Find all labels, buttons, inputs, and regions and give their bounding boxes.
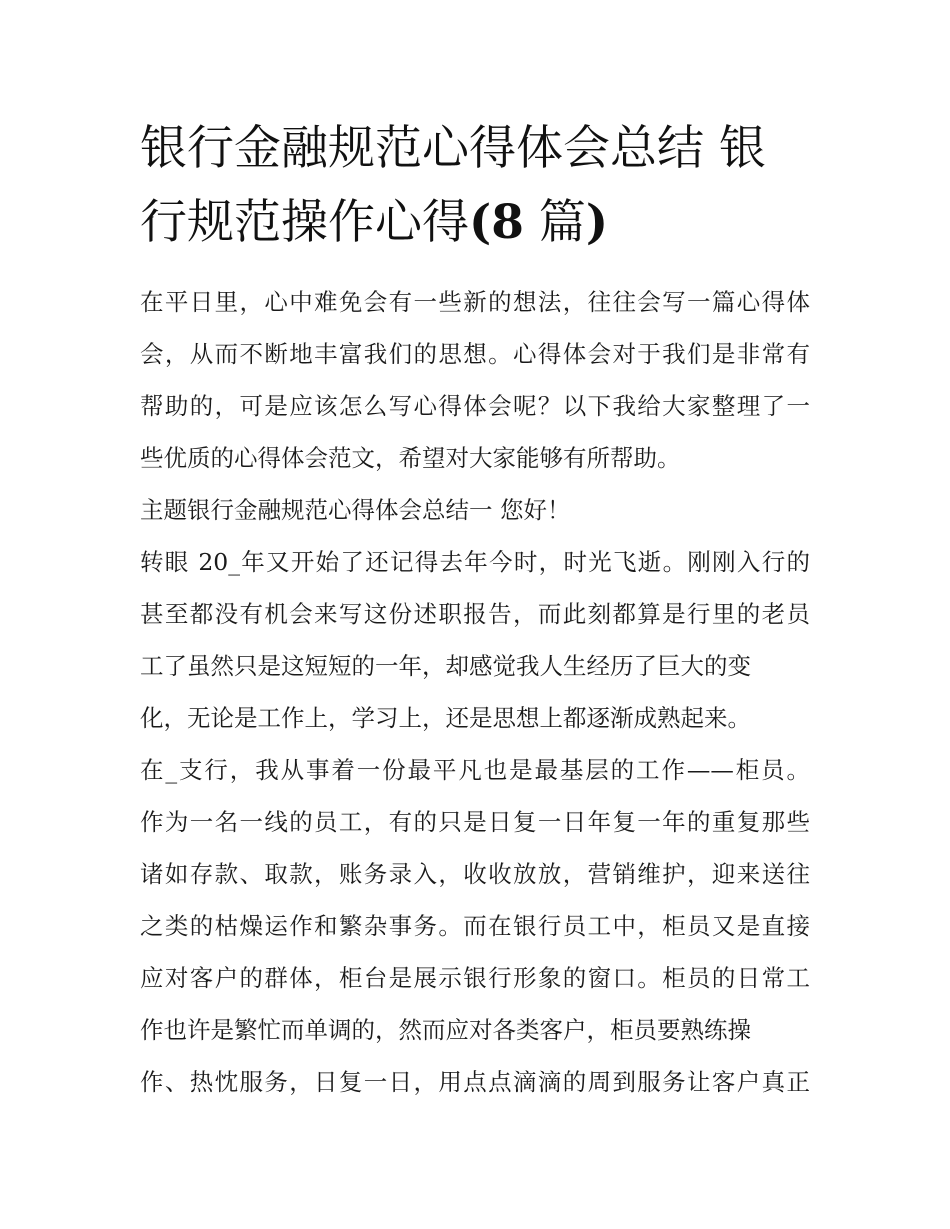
body-line: 作为一名一线的员工，有的只是日复一日年复一年的重复那些 [140, 808, 810, 836]
body-line: 甚至都没有机会来写这份述职报告，而此刻都算是行里的老员 [140, 600, 810, 628]
body-line: 作也许是繁忙而单调的，然而应对各类客户，柜员要熟练操 [140, 1016, 751, 1044]
body-line: 化，无论是工作上，学习上，还是思想上都逐渐成熟起来。 [140, 704, 751, 732]
body-line: 在平日里，心中难免会有一些新的想法，往往会写一篇心得体 [140, 288, 810, 316]
section-heading: 主题银行金融规范心得体会总结一 您好！ [140, 496, 571, 524]
body-line: 应对客户的群体，柜台是展示银行形象的窗口。柜员的日常工 [140, 964, 810, 992]
document-title [140, 112, 820, 260]
body-line: 些优质的心得体会范文，希望对大家能够有所帮助。 [140, 444, 681, 472]
body-line: 帮助的，可是应该怎么写心得体会呢？以下我给大家整理了一 [140, 392, 810, 420]
body-line: 会，从而不断地丰富我们的思想。心得体会对于我们是非常有 [140, 340, 810, 368]
body-line: 作、热忱服务，日复一日，用点点滴滴的周到服务让客户真正 [140, 1068, 810, 1096]
title-line-1: 银行金融规范心得体会总结 银 [140, 121, 766, 176]
title-line-2: 行规范操作心得(8 篇) [140, 195, 609, 250]
body-line: 转眼 20_年又开始了还记得去年今时，时光飞逝。刚刚入行的 [140, 548, 810, 576]
body-line: 工了虽然只是这短短的一年，却感觉我人生经历了巨大的变 [140, 652, 751, 680]
body-line: 在_支行，我从事着一份最平凡也是最基层的工作——柜员。 [140, 756, 810, 784]
body-line: 诸如存款、取款，账务录入，收收放放，营销维护，迎来送往 [140, 860, 810, 888]
body-line: 之类的枯燥运作和繁杂事务。而在银行员工中，柜员又是直接 [140, 912, 810, 940]
document-body [140, 276, 820, 1108]
